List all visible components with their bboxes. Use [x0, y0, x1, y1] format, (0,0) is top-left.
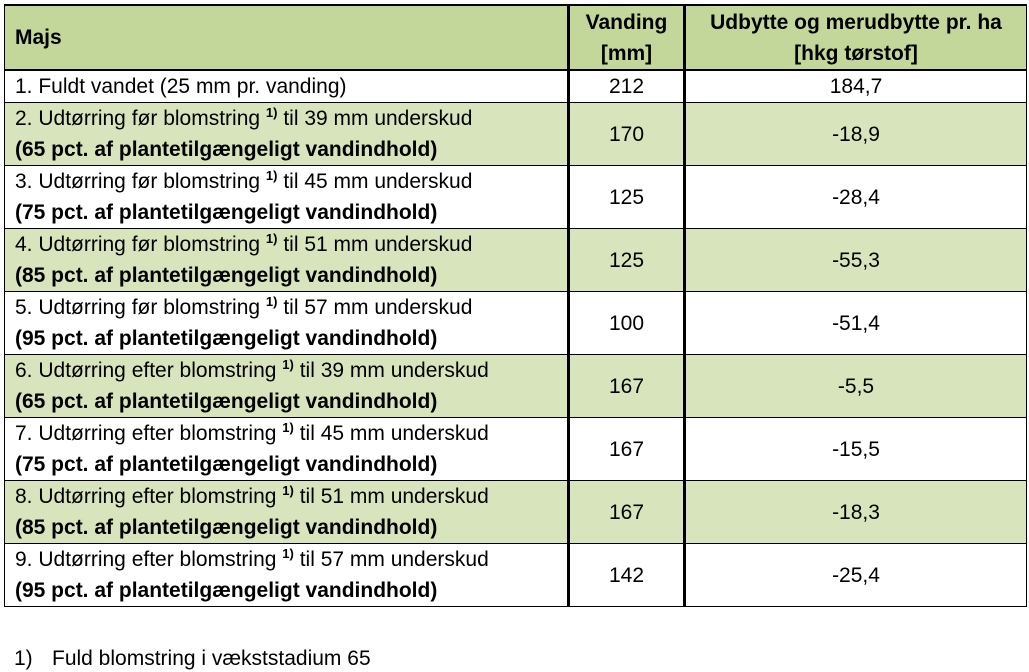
udbytte-cell: -5,5: [685, 355, 1027, 418]
row-label: [5, 481, 569, 544]
row-label-tail: til 45 mm underskud: [299, 422, 489, 445]
row-label-text: 4. Udtørring før blomstring: [15, 233, 261, 256]
row-label-detail: (85 pct. af plantetilgængeligt vandindhold): [15, 264, 438, 287]
row-label-detail: (95 pct. af plantetilgængeligt vandindhold): [15, 327, 438, 350]
row-label-tail: til 57 mm underskud: [299, 548, 489, 571]
header-udbytte-line1: Udbytte og merudbytte pr. ha: [710, 10, 1002, 34]
udbytte-cell: 184,7: [685, 70, 1027, 103]
vanding-cell: 167: [569, 418, 685, 481]
row-label-detail: (95 pct. af plantetilgængeligt vandindhold): [15, 579, 438, 602]
row-label-text: 1. Fuldt vandet (25 mm pr. vanding): [15, 75, 347, 98]
vanding-cell: 100: [569, 292, 685, 355]
header-udbytte: [685, 5, 1027, 70]
footnote-marker: 1): [282, 483, 294, 498]
vanding-cell: 167: [569, 355, 685, 418]
row-label-detail: (65 pct. af plantetilgængeligt vandindhold): [15, 390, 438, 413]
table-row: [5, 292, 1027, 355]
row-label: [5, 544, 569, 607]
row-label-text: 8. Udtørring efter blomstring: [15, 485, 277, 508]
table-row: [5, 103, 1027, 166]
footnote-marker: 1): [282, 357, 294, 372]
row-label-detail: (85 pct. af plantetilgængeligt vandindhold): [15, 516, 438, 539]
udbytte-cell: -18,3: [685, 481, 1027, 544]
vanding-cell: 125: [569, 166, 685, 229]
table-row: [5, 355, 1027, 418]
udbytte-cell: -28,4: [685, 166, 1027, 229]
row-label: [5, 418, 569, 481]
header-majs: Majs: [5, 5, 569, 70]
row-label-tail: til 51 mm underskud: [299, 485, 489, 508]
footnote-marker: 1): [282, 546, 294, 561]
row-label-text: 7. Udtørring efter blomstring: [15, 422, 277, 445]
vanding-cell: 167: [569, 481, 685, 544]
udbytte-cell: -51,4: [685, 292, 1027, 355]
row-label: [5, 103, 569, 166]
footnote-number: 1): [14, 647, 33, 670]
footnote-marker: 1): [265, 231, 278, 246]
row-label: [5, 70, 569, 103]
udbytte-cell: -25,4: [685, 544, 1027, 607]
row-label-detail: (75 pct. af plantetilgængeligt vandindhold): [15, 201, 438, 224]
row-label: [5, 355, 569, 418]
vanding-cell: 125: [569, 229, 685, 292]
row-label-text: 2. Udtørring før blomstring: [15, 107, 261, 130]
row-label-detail: (75 pct. af plantetilgængeligt vandindhold): [15, 453, 438, 476]
table-row: [5, 418, 1027, 481]
row-label-detail: (65 pct. af plantetilgængeligt vandindhold): [15, 138, 438, 161]
udbytte-cell: -18,9: [685, 103, 1027, 166]
row-label-tail: til 57 mm underskud: [283, 296, 473, 319]
footnote-marker: 1): [265, 105, 278, 120]
udbytte-cell: -55,3: [685, 229, 1027, 292]
footnote-marker: 1): [265, 168, 278, 183]
table-row: [5, 481, 1027, 544]
table-row: [5, 166, 1027, 229]
row-label-text: 9. Udtørring efter blomstring: [15, 548, 277, 571]
row-label-text: 6. Udtørring efter blomstring: [15, 359, 277, 382]
header-vanding-line2: [mm]: [600, 41, 653, 65]
row-label-text: 3. Udtørring før blomstring: [15, 170, 261, 193]
udbytte-cell: -15,5: [685, 418, 1027, 481]
vanding-cell: 170: [569, 103, 685, 166]
table-row: [5, 229, 1027, 292]
footnote: [14, 646, 371, 672]
row-label-tail: til 39 mm underskud: [283, 107, 473, 130]
footnote-marker: 1): [265, 294, 278, 309]
row-label: [5, 292, 569, 355]
footnote-text: Fuld blomstring i vækststadium 65: [52, 647, 371, 670]
table-row: [5, 544, 1027, 607]
header-vanding-line1: Vanding: [585, 10, 668, 34]
vanding-cell: 212: [569, 70, 685, 103]
table-row: [5, 70, 1027, 103]
row-label-text: 5. Udtørring før blomstring: [15, 296, 261, 319]
irrigation-yield-table: [4, 4, 1027, 607]
header-udbytte-line2: [hkg tørstof]: [794, 41, 918, 65]
row-label: [5, 166, 569, 229]
row-label-tail: til 45 mm underskud: [283, 170, 473, 193]
row-label-tail: til 51 mm underskud: [283, 233, 473, 256]
row-label: [5, 229, 569, 292]
row-label-tail: til 39 mm underskud: [299, 359, 489, 382]
vanding-cell: 142: [569, 544, 685, 607]
header-vanding: [569, 5, 685, 70]
data-table-container: [4, 4, 1026, 607]
table-header-row: [5, 5, 1027, 70]
footnote-marker: 1): [282, 420, 294, 435]
